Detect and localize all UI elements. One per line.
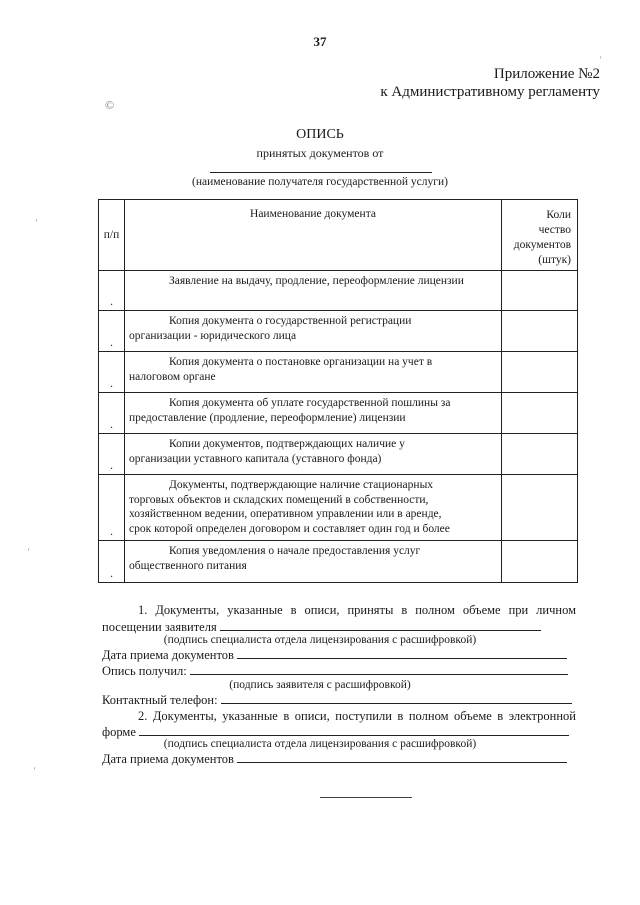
- document-subtitle: принятых документов от: [256, 146, 384, 160]
- table-row: [99, 434, 578, 475]
- section2-text: 2. Документы, указанные в описи, поступили в полном объеме в электронной: [138, 709, 576, 723]
- table-header-row: [99, 200, 578, 271]
- scan-speck: ': [36, 218, 38, 227]
- row-document: [125, 475, 502, 541]
- margin-mark: ©: [105, 98, 115, 112]
- section1-cont: посещении заявителя: [102, 620, 217, 634]
- doc-line: Копия документа о постановке организации на учет в: [169, 356, 433, 368]
- section2-hint: (подпись специалиста отдела лицензирования с расшифровкой): [163, 738, 477, 750]
- phone-row: [102, 692, 576, 709]
- row-document: [125, 271, 502, 311]
- row-quantity: [502, 352, 578, 393]
- recipient-line: [210, 172, 432, 173]
- document-title: ОПИСЬ: [296, 127, 344, 142]
- date-row-1: [102, 647, 576, 664]
- doc-line: Заявление на выдачу, продление, переоформление лицензии: [169, 275, 464, 287]
- row-number: .: [99, 352, 125, 393]
- signature-line: [220, 619, 541, 631]
- section1-text: 1. Документы, указанные в описи, приняты в полном объеме при личном: [138, 603, 576, 617]
- date-line: [237, 751, 567, 763]
- received-label: Опись получил:: [102, 664, 187, 678]
- row-document: [125, 434, 502, 475]
- row-quantity: [502, 434, 578, 475]
- row-quantity: [502, 311, 578, 352]
- phone-line: [221, 692, 572, 704]
- section2-cont: форме: [102, 725, 136, 739]
- doc-line: общественного питания: [129, 559, 247, 572]
- row-quantity: [502, 271, 578, 311]
- appendix-reference: к Административному регламенту: [380, 84, 600, 100]
- date-label-2: Дата приема документов: [102, 752, 234, 766]
- header-qty-line: (штук): [538, 254, 571, 266]
- row-document: [125, 352, 502, 393]
- row-number: .: [99, 541, 125, 583]
- doc-line: торговых объектов и складских помещений в собственности,: [129, 493, 429, 506]
- phone-label: Контактный телефон:: [102, 693, 218, 707]
- row-number: .: [99, 393, 125, 434]
- doc-line: предоставление (продление, переоформление) лицензии: [129, 411, 406, 424]
- row-number: .: [99, 311, 125, 352]
- date-label-1: Дата приема документов: [102, 648, 234, 662]
- row-number: .: [99, 434, 125, 475]
- doc-line: Копии документов, подтверждающих наличие у: [169, 438, 405, 450]
- row-document: [125, 311, 502, 352]
- row-document: [125, 541, 502, 583]
- row-quantity: [502, 475, 578, 541]
- doc-line: Копия документа о государственной регистрации: [169, 315, 412, 327]
- table-row: [99, 352, 578, 393]
- header-qty-line: документов: [513, 239, 571, 251]
- doc-line: Копия документа об уплате государственной пошлины за: [169, 397, 451, 409]
- scan-speck: ': [28, 547, 30, 556]
- table-row: [99, 393, 578, 434]
- table-row: [99, 271, 578, 311]
- date-row-2: [102, 751, 576, 768]
- appendix-number: Приложение №2: [493, 66, 600, 82]
- recipient-note: (наименование получателя государственной услуги): [192, 176, 448, 188]
- received-row: [102, 663, 576, 680]
- row-number: .: [99, 271, 125, 311]
- end-rule: [320, 797, 412, 798]
- row-quantity: [502, 541, 578, 583]
- row-quantity: [502, 393, 578, 434]
- doc-line: срок которой определен договором и составляет один год и более: [129, 522, 450, 535]
- row-number: .: [99, 475, 125, 541]
- received-hint: (подпись заявителя с расшифровкой): [229, 679, 411, 691]
- table-row: [99, 475, 578, 541]
- documents-table: [98, 199, 578, 583]
- scan-speck: ': [34, 766, 36, 775]
- table-row: [99, 541, 578, 583]
- doc-line: хозяйственном ведении, оперативном управлении или в аренде,: [129, 508, 442, 520]
- header-num: п/п: [99, 200, 125, 271]
- doc-line: организации - юридического лица: [129, 329, 297, 342]
- page-number: 37: [313, 34, 327, 49]
- header-name: Наименование документа: [125, 200, 502, 271]
- doc-line: налоговом органе: [129, 370, 216, 383]
- received-line: [190, 663, 568, 675]
- doc-line: Копия уведомления о начале предоставления услуг: [169, 545, 421, 557]
- row-document: [125, 393, 502, 434]
- signature-line: [139, 724, 569, 736]
- scan-speck: ': [600, 55, 602, 64]
- header-qty-line: Коли: [546, 209, 571, 221]
- doc-line: организации уставного капитала (уставного фонда): [129, 452, 382, 465]
- header-quantity: [502, 200, 578, 271]
- date-line: [237, 647, 567, 659]
- section1-hint: (подпись специалиста отдела лицензирования с расшифровкой): [163, 634, 477, 646]
- doc-line: Документы, подтверждающие наличие стационарных: [169, 479, 434, 491]
- table-row: [99, 311, 578, 352]
- header-qty-line: чество: [538, 224, 571, 236]
